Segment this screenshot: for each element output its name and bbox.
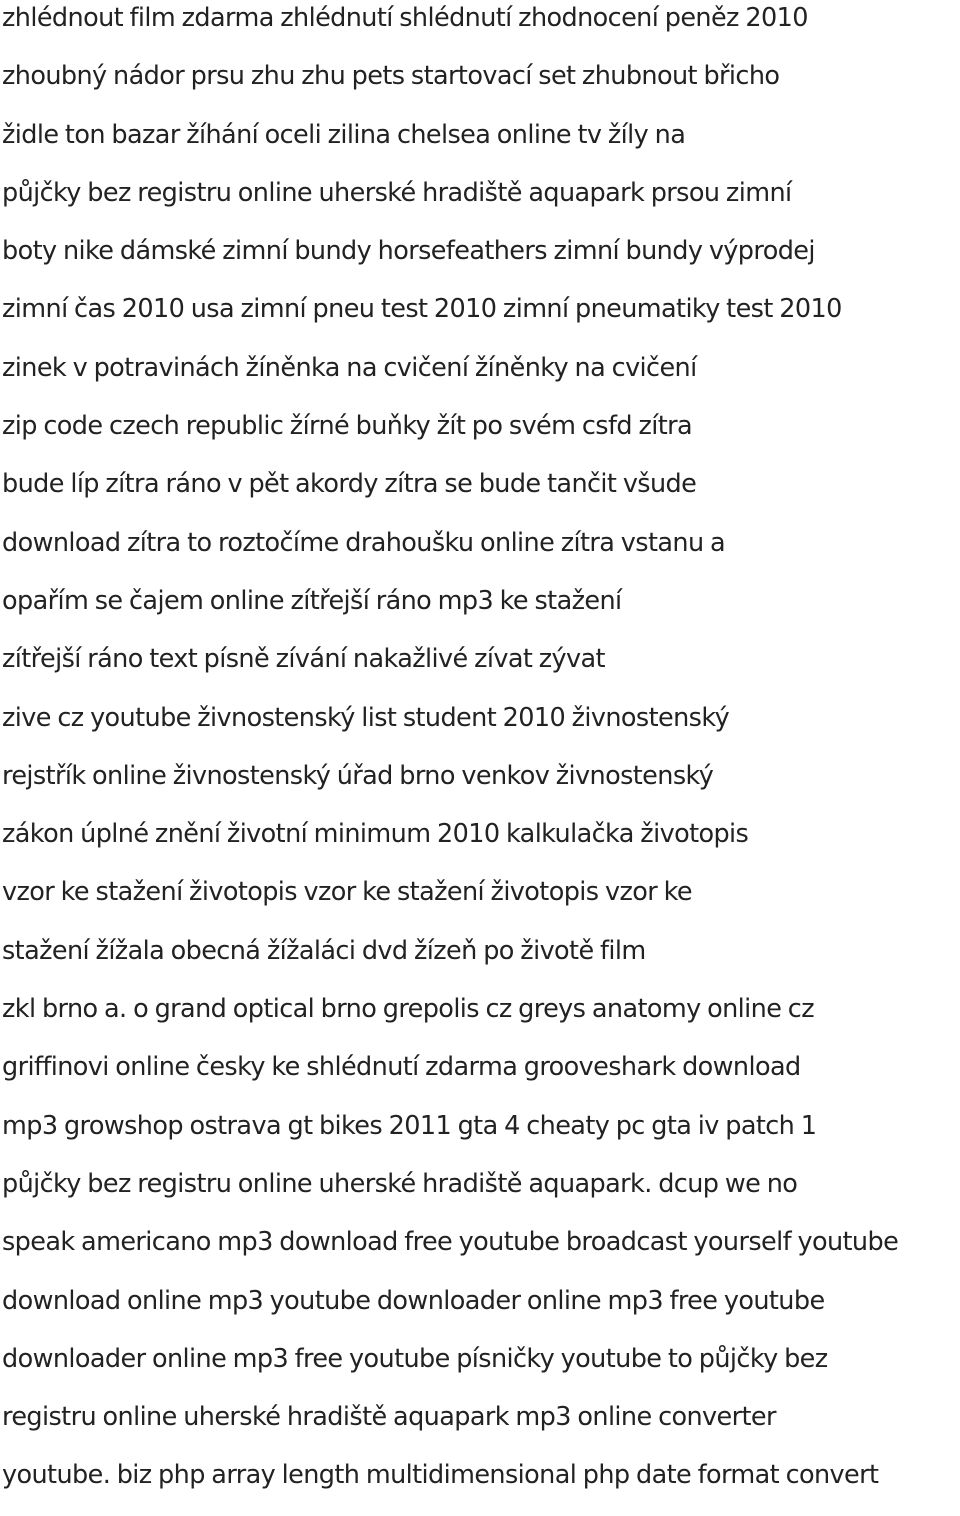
- text-line: boty nike dámské zimní bundy horsefeathers zimní bundy výprodej: [2, 236, 815, 267]
- text-line: zítřejší ráno text písně zívání nakažlivé zívat zývat: [2, 644, 605, 675]
- text-line: zinek v potravinách žíněnka na cvičení žíněnky na cvičení: [2, 352, 697, 383]
- text-line: speak americano mp3 download free youtube broadcast yourself youtube: [2, 1227, 899, 1258]
- text-line: griffinovi online česky ke shlédnutí zdarma grooveshark download: [2, 1052, 801, 1083]
- text-line: download online mp3 youtube downloader online mp3 free youtube: [2, 1285, 825, 1316]
- text-line: mp3 growshop ostrava gt bikes 2011 gta 4 cheaty pc gta iv patch 1: [2, 1110, 817, 1141]
- text-line: židle ton bazar žíhání oceli zilina chelsea online tv žíly na: [2, 119, 686, 150]
- text-line: registru online uherské hradiště aquapark mp3 online converter: [2, 1402, 776, 1433]
- text-line: stažení žížala obecná žížaláci dvd žízeň po životě film: [2, 935, 646, 966]
- text-line: zive cz youtube živnostenský list student 2010 živnostenský: [2, 702, 730, 733]
- text-line: zkl brno a. o grand optical brno grepolis cz greys anatomy online cz: [2, 994, 815, 1025]
- text-line: youtube. biz php array length multidimensional php date format convert: [2, 1460, 879, 1491]
- text-line: bude líp zítra ráno v pět akordy zítra se bude tančit všude: [2, 469, 697, 500]
- text-line: download zítra to roztočíme drahoušku online zítra vstanu a: [2, 527, 726, 558]
- document-body: [2, 0, 958, 1516]
- text-line: zhoubný nádor prsu zhu zhu pets startovací set zhubnout břicho: [2, 61, 780, 92]
- text-line: zákon úplné znění životní minimum 2010 kalkulačka životopis: [2, 819, 749, 850]
- text-line: rejstřík online živnostenský úřad brno venkov živnostenský: [2, 760, 714, 791]
- text-line: zip code czech republic žírné buňky žít po svém csfd zítra: [2, 411, 693, 442]
- text-line: downloader online mp3 free youtube písničky youtube to půjčky bez: [2, 1343, 828, 1374]
- text-line: půjčky bez registru online uherské hradiště aquapark prsou zimní: [2, 177, 792, 208]
- text-line: zimní čas 2010 usa zimní pneu test 2010 zimní pneumatiky test 2010: [2, 294, 842, 325]
- text-line: půjčky bez registru online uherské hradiště aquapark. dcup we no: [2, 1168, 798, 1199]
- text-line: vzor ke stažení životopis vzor ke stažení životopis vzor ke: [2, 877, 692, 908]
- text-line: opařím se čajem online zítřejší ráno mp3 ke stažení: [2, 585, 622, 616]
- text-line: zhlédnout film zdarma zhlédnutí shlédnutí zhodnocení peněz 2010: [2, 3, 808, 33]
